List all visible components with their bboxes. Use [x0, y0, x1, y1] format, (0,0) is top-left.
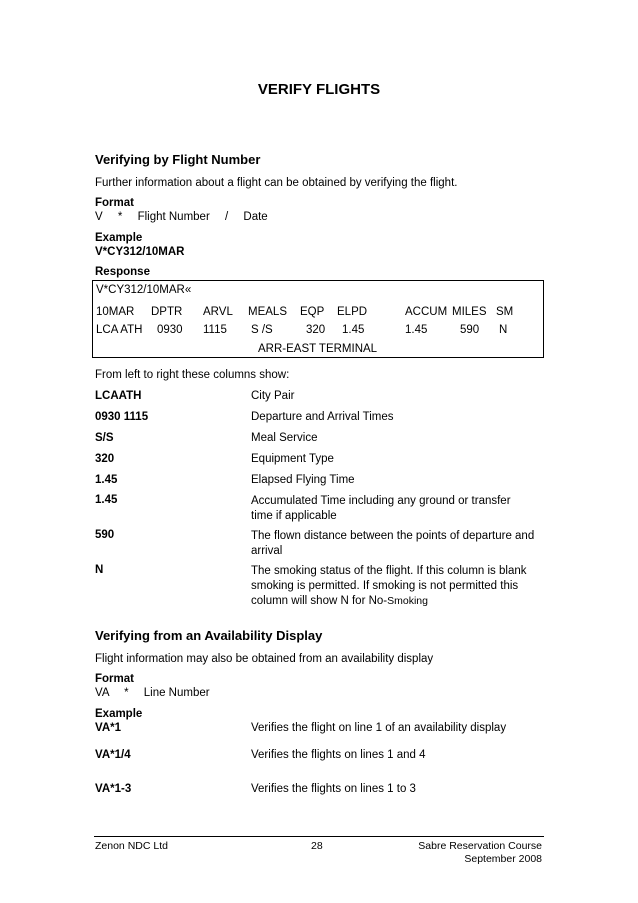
page-title: VERIFY FLIGHTS [257, 81, 381, 98]
response-line-1: V*CY312/10MAR« [96, 284, 192, 296]
definition-term: 1.45 [95, 494, 118, 506]
response-value: 590 [460, 324, 480, 336]
footer-rule [94, 836, 544, 837]
format-token: * [117, 211, 123, 223]
footer-date: September 2008 [464, 853, 542, 865]
response-header: EQP [300, 306, 325, 318]
format-token: Date [243, 211, 268, 223]
response-value: LCA ATH [96, 324, 143, 336]
definition-desc-text: The smoking status of the flight. If this column is blank smoking is permitted. If smoking is not permitted this column will show N for No- [251, 565, 527, 607]
example-value: V*CY312/10MAR [95, 246, 185, 258]
response-header: MEALS [248, 306, 287, 318]
definition-desc: City Pair [251, 390, 295, 402]
definition-desc: Elapsed Flying Time [251, 474, 355, 486]
definition-desc [251, 564, 547, 609]
section-intro: Flight information may also be obtained from an availability display [95, 653, 434, 665]
response-value: 1.45 [342, 324, 365, 336]
definition-desc: Equipment Type [251, 453, 334, 465]
definition-term: 0930 1115 [95, 411, 149, 423]
response-header: DPTR [151, 306, 183, 318]
definition-desc: The flown distance between the points of departure and arrival [251, 530, 535, 557]
response-header: ACCUM [405, 306, 448, 318]
format-token: Flight Number [137, 211, 210, 223]
example-command: VA*1/4 [95, 749, 131, 761]
response-value: S /S [251, 324, 273, 336]
definition-desc: Meal Service [251, 432, 318, 444]
definition-term: 590 [95, 529, 115, 541]
format-label: Format [95, 197, 134, 209]
response-terminal: ARR-EAST TERMINAL [258, 343, 378, 355]
columns-intro: From left to right these columns show: [95, 369, 290, 381]
response-value: 320 [306, 324, 326, 336]
format-token: * [124, 687, 129, 699]
response-header: SM [496, 306, 514, 318]
section-heading-availability: Verifying from an Availability Display [95, 628, 323, 643]
response-header: MILES [452, 306, 487, 318]
definition-desc-tail: Smoking [387, 595, 428, 607]
example-command: VA*1 [95, 722, 121, 734]
footer-company: Zenon NDC Ltd [95, 840, 168, 852]
format-token: Line Number [143, 687, 210, 699]
format-line [95, 211, 268, 223]
example-desc: Verifies the flights on lines 1 and 4 [251, 749, 426, 761]
definition-term: LCAATH [95, 390, 142, 402]
response-label: Response [95, 266, 150, 278]
response-header: 10MAR [96, 306, 135, 318]
footer-course: Sabre Reservation Course [418, 840, 542, 852]
response-value: 0930 [157, 324, 183, 336]
definition-desc: Departure and Arrival Times [251, 411, 394, 423]
response-value: 1.45 [405, 324, 428, 336]
format-line [95, 687, 210, 699]
response-header: ELPD [337, 306, 368, 318]
response-header: ARVL [203, 306, 233, 318]
response-value: N [499, 324, 508, 336]
definition-desc: Accumulated Time including any ground or transfer time if applicable [251, 495, 511, 522]
example-label: Example [95, 232, 143, 244]
example-desc: Verifies the flights on lines 1 to 3 [251, 783, 416, 795]
format-token: V [95, 211, 103, 223]
format-token: / [224, 211, 229, 223]
definition-term: 320 [95, 453, 115, 465]
format-label: Format [95, 673, 134, 685]
example-desc: Verifies the flight on line 1 of an availability display [251, 722, 507, 734]
definition-term: S/S [95, 432, 114, 444]
format-token: VA [95, 687, 109, 699]
definition-term: 1.45 [95, 474, 118, 486]
section-intro: Further information about a flight can be obtained by verifying the flight. [95, 177, 458, 189]
definition-term: N [95, 564, 104, 576]
example-command: VA*1-3 [95, 783, 132, 795]
example-label: Example [95, 708, 143, 720]
response-value: 1115 [203, 324, 227, 336]
section-heading-flight-number: Verifying by Flight Number [95, 152, 261, 167]
footer-page-number: 28 [311, 840, 323, 852]
